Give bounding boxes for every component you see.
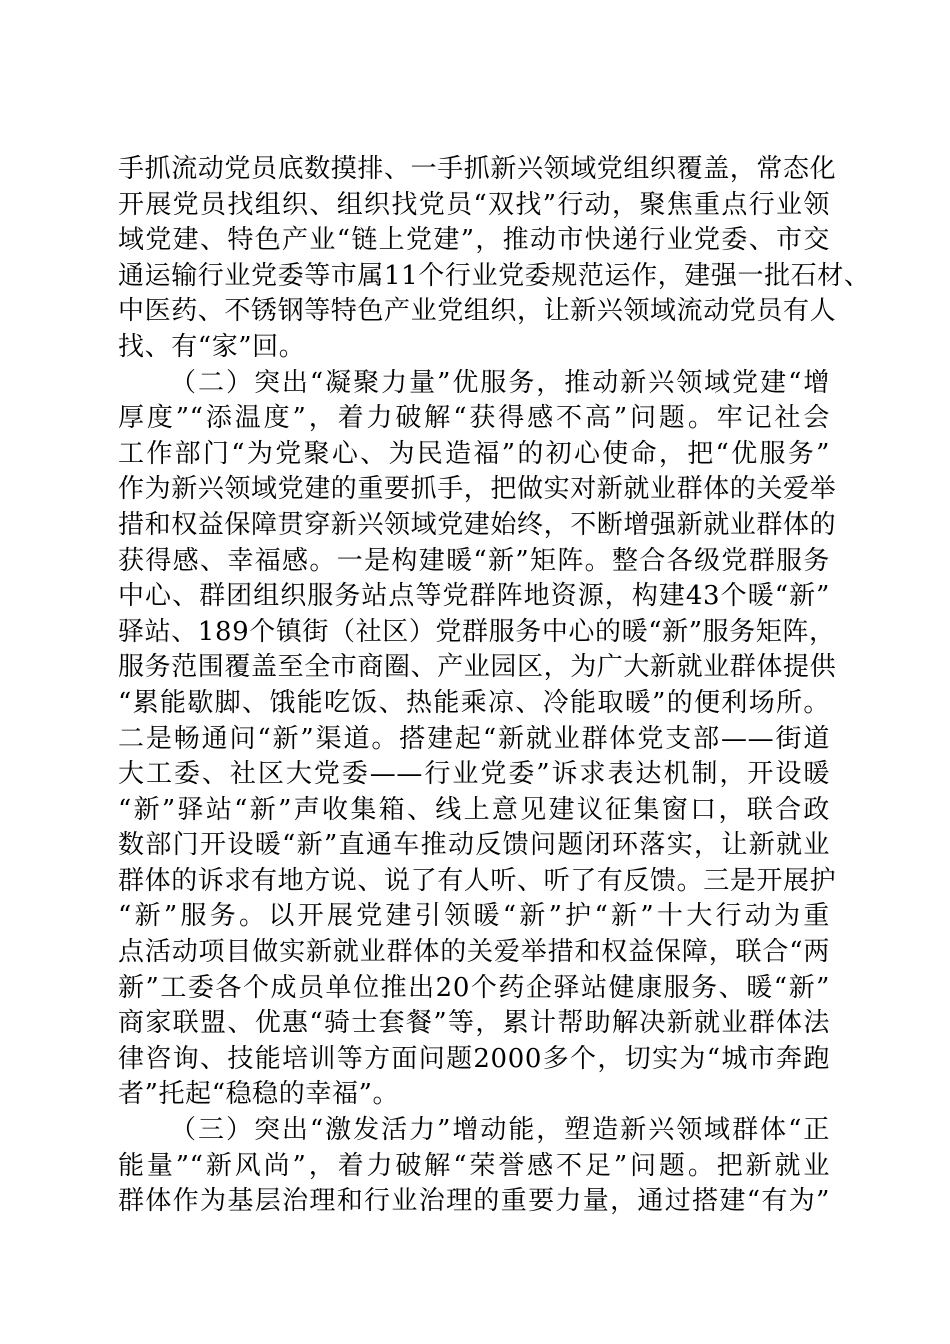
text-line: 商家联盟、优惠“骑士套餐”等，累计帮助解决新就业群体法 xyxy=(118,1008,830,1039)
text-line: 二是畅通问“新”渠道。搭建起“新就业群体党支部——街道 xyxy=(118,723,830,754)
text-line: 能量”“新风尚”，着力破解“荣誉感不足”问题。把新就业 xyxy=(118,1150,830,1181)
text-line: 通运输行业党委等市属11个行业党委规范运作，建强一批石材、 xyxy=(118,260,871,291)
text-line: 新”工委各个成员单位推出20个药企驿站健康服务、暖“新” xyxy=(118,972,830,1003)
text-line: 获得感、幸福感。一是构建暖“新”矩阵。整合各级党群服务 xyxy=(118,545,830,576)
text-line: “累能歇脚、饿能吃饭、热能乘凉、冷能取暖”的便利场所。 xyxy=(118,687,830,718)
text-line: 手抓流动党员底数摸排、一手抓新兴领域党组织覆盖，常态化 xyxy=(118,154,837,184)
text-line: 点活动项目做实新就业群体的关爱举措和权益保障，联合“两 xyxy=(118,937,830,968)
paragraph-heading-line: （二）突出“凝聚力量”优服务，推动新兴领域党建“增 xyxy=(170,367,830,398)
text-line: 驿站、189个镇街（社区）党群服务中心的暖“新”服务矩阵， xyxy=(118,616,836,647)
text-line: 找、有“家”回。 xyxy=(118,331,306,362)
text-line: 厚度”“添温度”，着力破解“获得感不高”问题。牢记社会 xyxy=(118,403,830,434)
text-line: 群体的诉求有地方说、说了有人听、听了有反馈。三是开展护 xyxy=(118,865,837,896)
document-body xyxy=(118,152,871,1220)
text-line: “新”服务。以开展党建引领暖“新”护“新”十大行动为重 xyxy=(118,901,830,932)
text-line: 措和权益保障贯穿新兴领域党建始终，不断增强新就业群体的 xyxy=(118,509,837,540)
text-line: 中心、群团组织服务站点等党群阵地资源，构建43个暖“新” xyxy=(118,581,830,612)
text-line: 域党建、特色产业“链上党建”，推动市快递行业党委、市交 xyxy=(118,225,830,256)
text-line: 大工委、社区大党委——行业党委”诉求表达机制，开设暖 xyxy=(118,759,830,790)
text-line: 工作部门“为党聚心、为民造福”的初心使命，把“优服务” xyxy=(118,438,830,469)
text-line: 开展党员找组织、组织找党员“双找”行动，聚焦重点行业领 xyxy=(118,189,830,220)
text-line: 作为新兴领域党建的重要抓手，把做实对新就业群体的关爱举 xyxy=(118,474,837,505)
text-line: “新”驿站“新”声收集箱、线上意见建议征集窗口，联合政 xyxy=(118,794,830,825)
text-line: 者”托起“稳稳的幸福”。 xyxy=(118,1079,400,1110)
text-line: 服务范围覆盖至全市商圈、产业园区，为广大新就业群体提供 xyxy=(118,652,837,683)
text-line: 律咨询、技能培训等方面问题2000多个，切实为“城市奔跑 xyxy=(118,1043,830,1074)
text-line: 数部门开设暖“新”直通车推动反馈问题闭环落实，让新就业 xyxy=(118,830,830,861)
text-line: 中医药、不锈钢等特色产业党组织，让新兴领域流动党员有人 xyxy=(118,296,837,327)
paragraph-heading-line: （三）突出“激发活力”增动能，塑造新兴领域群体“正 xyxy=(170,1115,830,1146)
text-line: 群体作为基层治理和行业治理的重要力量，通过搭建“有为” xyxy=(118,1186,830,1217)
